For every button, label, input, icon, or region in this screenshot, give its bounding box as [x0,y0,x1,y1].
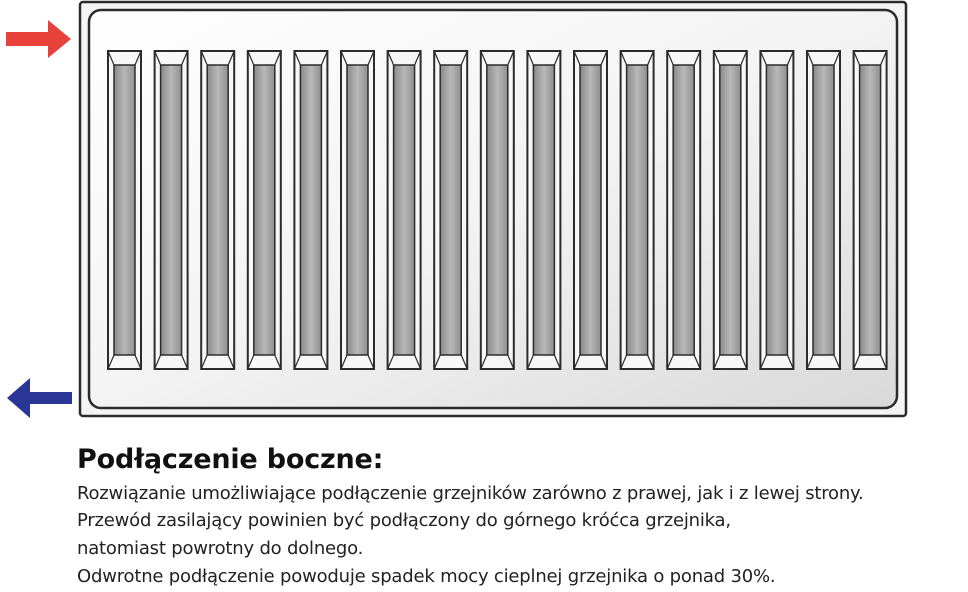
radiator-fin [527,51,560,369]
radiator-fin [807,51,840,369]
radiator-fin [854,51,887,369]
paragraph-line-3: natomiast powrotny do dolnego. [77,538,364,559]
radiator-fin [574,51,607,369]
return-arrow-icon [7,378,72,418]
radiator-fin [621,51,654,369]
radiator-fin [667,51,700,369]
radiator-fin [108,51,141,369]
paragraph-line-1: Rozwiązanie umożliwiające podłączenie grzejników zarówno z prawej, jak i z lewej strony. [77,483,864,504]
radiator-fin [248,51,281,369]
radiator-fins [108,51,887,369]
radiator-fin [201,51,234,369]
radiator-fin [434,51,467,369]
radiator-fin [155,51,188,369]
paragraph-line-2: Przewód zasilający powinien być podłączony do górnego króćca grzejnika, [77,510,731,531]
radiator-fin [481,51,514,369]
paragraph-line-4: Odwrotne podłączenie powoduje spadek mocy cieplnej grzejnika o ponad 30%. [77,566,776,587]
radiator-fin [760,51,793,369]
supply-arrow-icon [6,20,71,58]
section-title: Podłączenie boczne: [77,444,384,475]
radiator-fin [341,51,374,369]
radiator-fin [714,51,747,369]
radiator-fin [294,51,327,369]
radiator-fin [388,51,421,369]
